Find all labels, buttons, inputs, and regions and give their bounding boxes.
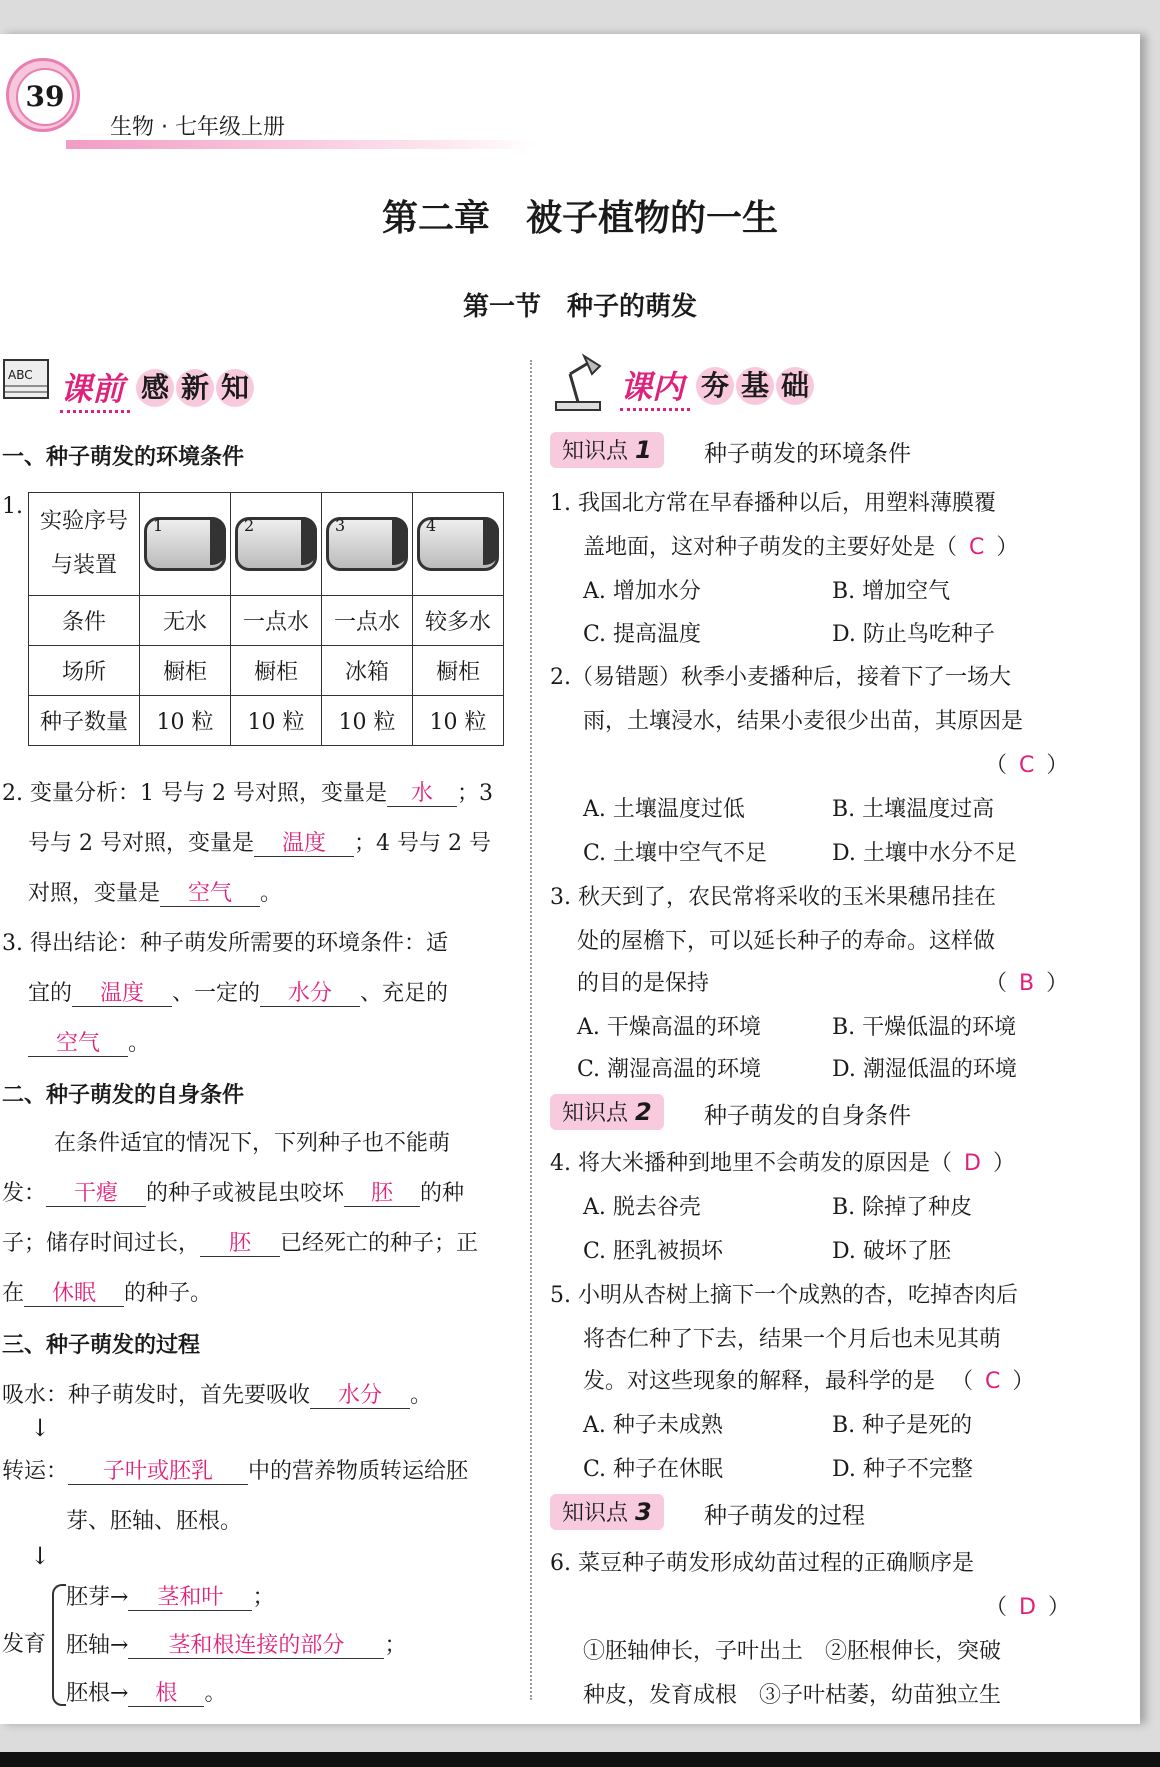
transport-line2: 芽、胚轴、胚根。 — [66, 1509, 243, 1534]
question-number: 1. — [2, 494, 23, 519]
jar-cell — [231, 493, 322, 596]
banner-dots — [60, 410, 130, 413]
kp-title: 种子萌发的自身条件 — [704, 1103, 911, 1129]
option: D. 种子不完整 — [832, 1457, 973, 1482]
table-cell: 10 粒 — [140, 696, 231, 746]
rq2-line2: 雨，土壤浸水，结果小麦很少出苗，其原因是 — [583, 709, 1024, 734]
bottom-bar — [0, 1752, 1160, 1767]
table-cell: 较多水 — [413, 596, 504, 646]
table-cell: 橱柜 — [413, 646, 504, 696]
kp-title: 种子萌发的环境条件 — [704, 441, 911, 467]
kp-tag: 知识点 3 — [550, 1494, 664, 1530]
table-cell: 10 粒 — [322, 696, 413, 746]
kp-title: 种子萌发的过程 — [704, 1503, 865, 1529]
banner-char: 夯 — [696, 367, 734, 405]
table-cell: 橱柜 — [140, 646, 231, 696]
knowledge-point-1 — [550, 432, 1050, 468]
answer-blank: 空气 — [160, 881, 260, 907]
banner-dots — [620, 408, 690, 411]
option: A. 增加水分 — [583, 579, 701, 604]
answer-blank: 茎和根连接的部分 — [128, 1633, 384, 1659]
answer-blank: 胚 — [200, 1231, 280, 1257]
heading-environment: 一、种子萌发的环境条件 — [2, 445, 245, 470]
kp-tag: 知识点 2 — [550, 1094, 664, 1130]
option: D. 破坏了胚 — [832, 1239, 951, 1264]
rq6-line4: 种皮，发育成根 ③子叶枯萎，幼苗独立生 — [583, 1683, 1002, 1708]
jar-icon: 4 — [417, 517, 499, 571]
absorb-line: 吸水：种子萌发时，首先要吸收 水分 。 — [2, 1383, 433, 1408]
banner-label: 课前 — [60, 370, 125, 408]
table-cell: 冰箱 — [322, 646, 413, 696]
banner-char: 知 — [216, 369, 254, 407]
p2-line1: 在条件适宜的情况下，下列种子也不能萌 — [54, 1131, 451, 1156]
rq6-line3: ①胚轴伸长，子叶出土 ②胚根伸长，突破 — [583, 1639, 1002, 1664]
p2-line2: 发： 干瘪 的种子或被昆虫咬坏 胚 的种 — [2, 1181, 465, 1206]
table-cell: 橱柜 — [231, 646, 322, 696]
p2-line3: 子；储存时间过长， 胚 已经死亡的种子；正 — [2, 1231, 479, 1256]
option: D. 土壤中水分不足 — [832, 841, 1017, 866]
table-cell: 10 粒 — [413, 696, 504, 746]
rq1-line2: 盖地面，这对种子萌发的主要好处是（ C ） — [583, 535, 1019, 560]
develop-hypocotyl: 胚轴→ 茎和根连接的部分 ； — [66, 1633, 407, 1658]
table-row — [29, 646, 504, 696]
rq1-line1: 1. 我国北方常在早春播种以后，用塑料薄膜覆 — [550, 491, 996, 516]
jar-cell — [413, 493, 504, 596]
answer-blank: 温度 — [254, 831, 354, 857]
option: C. 胚乳被损坏 — [583, 1239, 724, 1264]
heading-self-conditions: 二、种子萌发的自身条件 — [2, 1083, 245, 1108]
option: A. 干燥高温的环境 — [577, 1015, 761, 1040]
row-label: 条件 — [29, 596, 140, 646]
option: D. 潮湿低温的环境 — [832, 1057, 1017, 1082]
jar-cell — [140, 493, 231, 596]
option: B. 种子是死的 — [832, 1413, 973, 1438]
rq5-line1: 5. 小明从杏树上摘下一个成熟的杏，吃掉杏肉后 — [550, 1283, 1018, 1308]
page-number-badge — [6, 58, 80, 132]
banner-char: 新 — [176, 369, 214, 407]
jar-icon: 3 — [326, 517, 408, 571]
rq5-line2: 将杏仁种了下去，结果一个月后也未见其萌 — [583, 1327, 1002, 1352]
develop-radicle: 胚根→ 根 。 — [66, 1681, 227, 1706]
answer-blank: 干瘪 — [46, 1181, 146, 1207]
banner-char: 感 — [136, 369, 174, 407]
table-cell: 无水 — [140, 596, 231, 646]
lamp-icon — [550, 352, 600, 402]
answer-blank: 茎和叶 — [128, 1585, 252, 1611]
rq2-line1: 2.（易错题）秋季小麦播种后，接着下了一场大 — [550, 665, 1011, 690]
jar-icon: 2 — [235, 517, 317, 571]
rq3-line3: 的目的是保持 — [577, 971, 710, 996]
answer-blank: 胚 — [344, 1181, 420, 1207]
table-row — [29, 696, 504, 746]
page-number: 39 — [16, 68, 74, 126]
answer-blank: 空气 — [28, 1031, 128, 1057]
p2-line4: 在 休眠 的种子。 — [2, 1281, 213, 1306]
q2-line3: 对照，变量是 空气 。 — [28, 881, 283, 906]
q3-line1: 3. 得出结论：种子萌发所需要的环境条件：适 — [2, 931, 448, 956]
kp-tag: 知识点 1 — [550, 432, 664, 468]
option: A. 土壤温度过低 — [583, 797, 745, 822]
table-cell: 一点水 — [231, 596, 322, 646]
develop-plumule: 胚芽→ 茎和叶 ； — [66, 1585, 275, 1610]
transport-line: 转运： 子叶或胚乳 中的营养物质转运给胚 — [2, 1459, 469, 1484]
option: B. 土壤温度过高 — [832, 797, 995, 822]
chapter-title: 第二章 被子植物的一生 — [381, 197, 778, 239]
down-arrow-icon: ↓ — [30, 1542, 51, 1570]
jar-cell — [322, 493, 413, 596]
table-row — [29, 596, 504, 646]
q2-line1: 2. 变量分析：1 号与 2 号对照，变量是 水 ；3 — [2, 781, 493, 806]
develop-label: 发育 — [2, 1632, 47, 1657]
answer-blank: 根 — [128, 1681, 204, 1707]
option: B. 干燥低温的环境 — [832, 1015, 1017, 1040]
rq4-line1: 4. 将大米播种到地里不会萌发的原因是（ D ） — [550, 1151, 1015, 1176]
answer: C — [969, 535, 985, 560]
option: A. 脱去谷壳 — [583, 1195, 701, 1220]
answer-blank: 休眠 — [24, 1281, 124, 1307]
option: C. 种子在休眠 — [583, 1457, 724, 1482]
rq3-line1: 3. 秋天到了，农民常将采收的玉米果穗吊挂在 — [550, 885, 996, 910]
option: B. 增加空气 — [832, 579, 951, 604]
heading-process: 三、种子萌发的过程 — [2, 1333, 201, 1358]
section-title: 第一节 种子的萌发 — [462, 292, 697, 322]
option: C. 潮湿高温的环境 — [577, 1057, 762, 1082]
option: A. 种子未成熟 — [583, 1413, 723, 1438]
rq2-answer: （ C ） — [985, 753, 1069, 778]
q3-line3: 空气 。 — [28, 1026, 150, 1057]
abc-label: ABC — [8, 368, 33, 382]
rq3-answer: （ B ） — [985, 971, 1069, 996]
table-cell: 一点水 — [322, 596, 413, 646]
jar-icon: 1 — [144, 517, 226, 571]
option: D. 防止鸟吃种子 — [832, 622, 995, 647]
rq3-line2: 处的屋檐下，可以延长种子的寿命。这样做 — [577, 929, 996, 954]
book-title: 生物 · 七年级上册 — [110, 115, 285, 140]
q2-line2: 号与 2 号对照，变量是 温度 ；4 号与 2 号 — [28, 831, 491, 856]
down-arrow-icon: ↓ — [30, 1414, 51, 1442]
option: C. 提高温度 — [583, 622, 702, 647]
banner-char: 基 — [736, 367, 774, 405]
banner-label: 课内 — [620, 368, 685, 406]
knowledge-point-2 — [550, 1094, 1050, 1130]
rq6-line1: 6. 菜豆种子萌发形成幼苗过程的正确顺序是 — [550, 1551, 974, 1576]
rq5-line3: 发。对这些现象的解释，最科学的是 （ C ） — [583, 1369, 1035, 1394]
experiment-table — [28, 492, 504, 746]
left-banner — [2, 356, 262, 416]
option: C. 土壤中空气不足 — [583, 841, 768, 866]
row-label: 种子数量 — [29, 696, 140, 746]
answer-blank: 水分 — [260, 981, 360, 1007]
answer-blank: 水分 — [310, 1383, 410, 1409]
q3-line2: 宜的 温度 、一定的 水分 、充足的 — [28, 981, 449, 1006]
answer-blank: 水 — [387, 781, 457, 807]
answer-blank: 温度 — [72, 981, 172, 1007]
option: B. 除掉了种皮 — [832, 1195, 973, 1220]
answer-blank: 子叶或胚乳 — [68, 1459, 248, 1485]
table-header-cell: 实验序号 与装置 — [29, 493, 140, 596]
rq6-answer: （ D ） — [985, 1595, 1070, 1620]
header-band — [66, 140, 536, 149]
brace — [52, 1584, 66, 1706]
banner-char: 础 — [776, 367, 814, 405]
column-divider — [530, 360, 532, 1700]
table-cell: 10 粒 — [231, 696, 322, 746]
row-label: 场所 — [29, 646, 140, 696]
knowledge-point-3 — [550, 1494, 1050, 1530]
right-banner — [550, 352, 830, 412]
